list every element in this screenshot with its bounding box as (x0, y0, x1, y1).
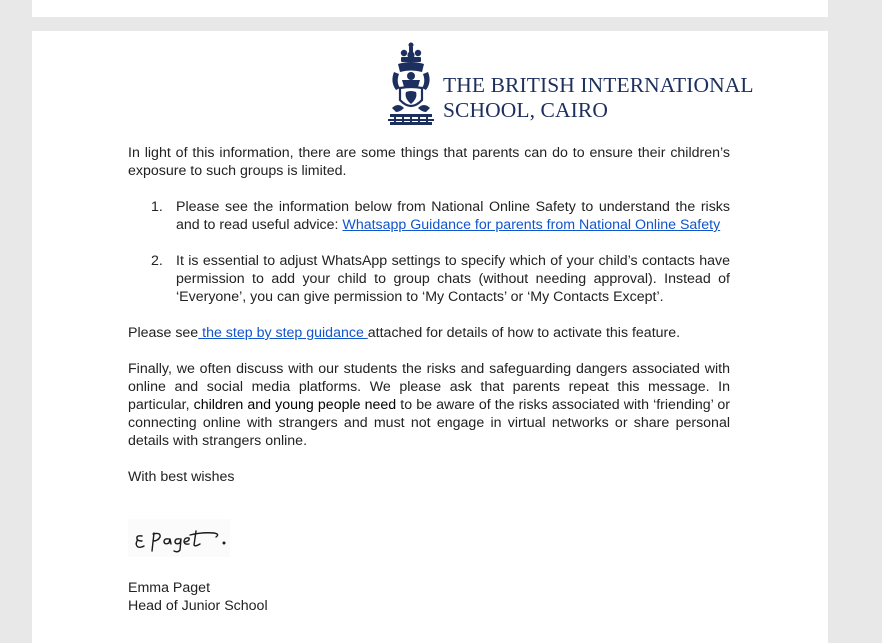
signature-block (128, 579, 268, 615)
list-number: 1. (151, 199, 163, 215)
signer-title: Head of Junior School (128, 598, 268, 614)
finally-paragraph (128, 360, 730, 450)
signer-name: Emma Paget (128, 580, 211, 596)
previous-page (32, 0, 828, 17)
intro-paragraph: In light of this information, there are some things that parents can do to ensure their children’s exposure to such groups is limited. (128, 145, 730, 179)
list-item (128, 198, 730, 234)
guidance-text-before: Please see (128, 325, 199, 341)
finally-text-1: Finally, we often discuss with our students the risks and safeguarding dangers associated with online and social media platforms. We please ask that parents repeat this message. In particular, (128, 361, 730, 413)
school-crest-icon (388, 42, 434, 126)
letter-body (128, 144, 730, 486)
list-item-text: Please see the information below from National Online Safety to understand the risks and to read useful advice: (176, 199, 730, 233)
signature-image (128, 519, 230, 557)
finally-emphasis: children and young people need (193, 397, 397, 413)
guidance-text-after: attached for details of how to activate this feature. (367, 325, 681, 341)
school-logo (388, 42, 768, 126)
list-item-text: It is essential to adjust WhatsApp settings to specify which of your child’s contacts have permission to add your child to group chats (without needing approval). Instead of ‘Everyone’, you can give permission to ‘My Contacts’ or ‘My Contacts Except’. (176, 253, 730, 305)
school-name-line1: THE BRITISH INTERNATIONAL (443, 73, 754, 97)
document-page (32, 31, 828, 643)
whatsapp-guidance-link[interactable]: Whatsapp Guidance for parents from National Online Safety (342, 217, 721, 233)
list-number: 2. (151, 253, 163, 269)
school-name (443, 73, 754, 123)
list-item (128, 252, 730, 306)
school-name-line2: SCHOOL, CAIRO (443, 98, 608, 122)
finally-text-2: to be aware of the risks associated with ‘friending’ or connecting online with strangers and must not engage in virtual networks or share personal details with strangers online. (128, 397, 730, 449)
guidance-paragraph (128, 324, 730, 342)
step-by-step-guidance-link[interactable]: the step by step guidance (198, 325, 368, 341)
closing-line: With best wishes (128, 469, 235, 485)
